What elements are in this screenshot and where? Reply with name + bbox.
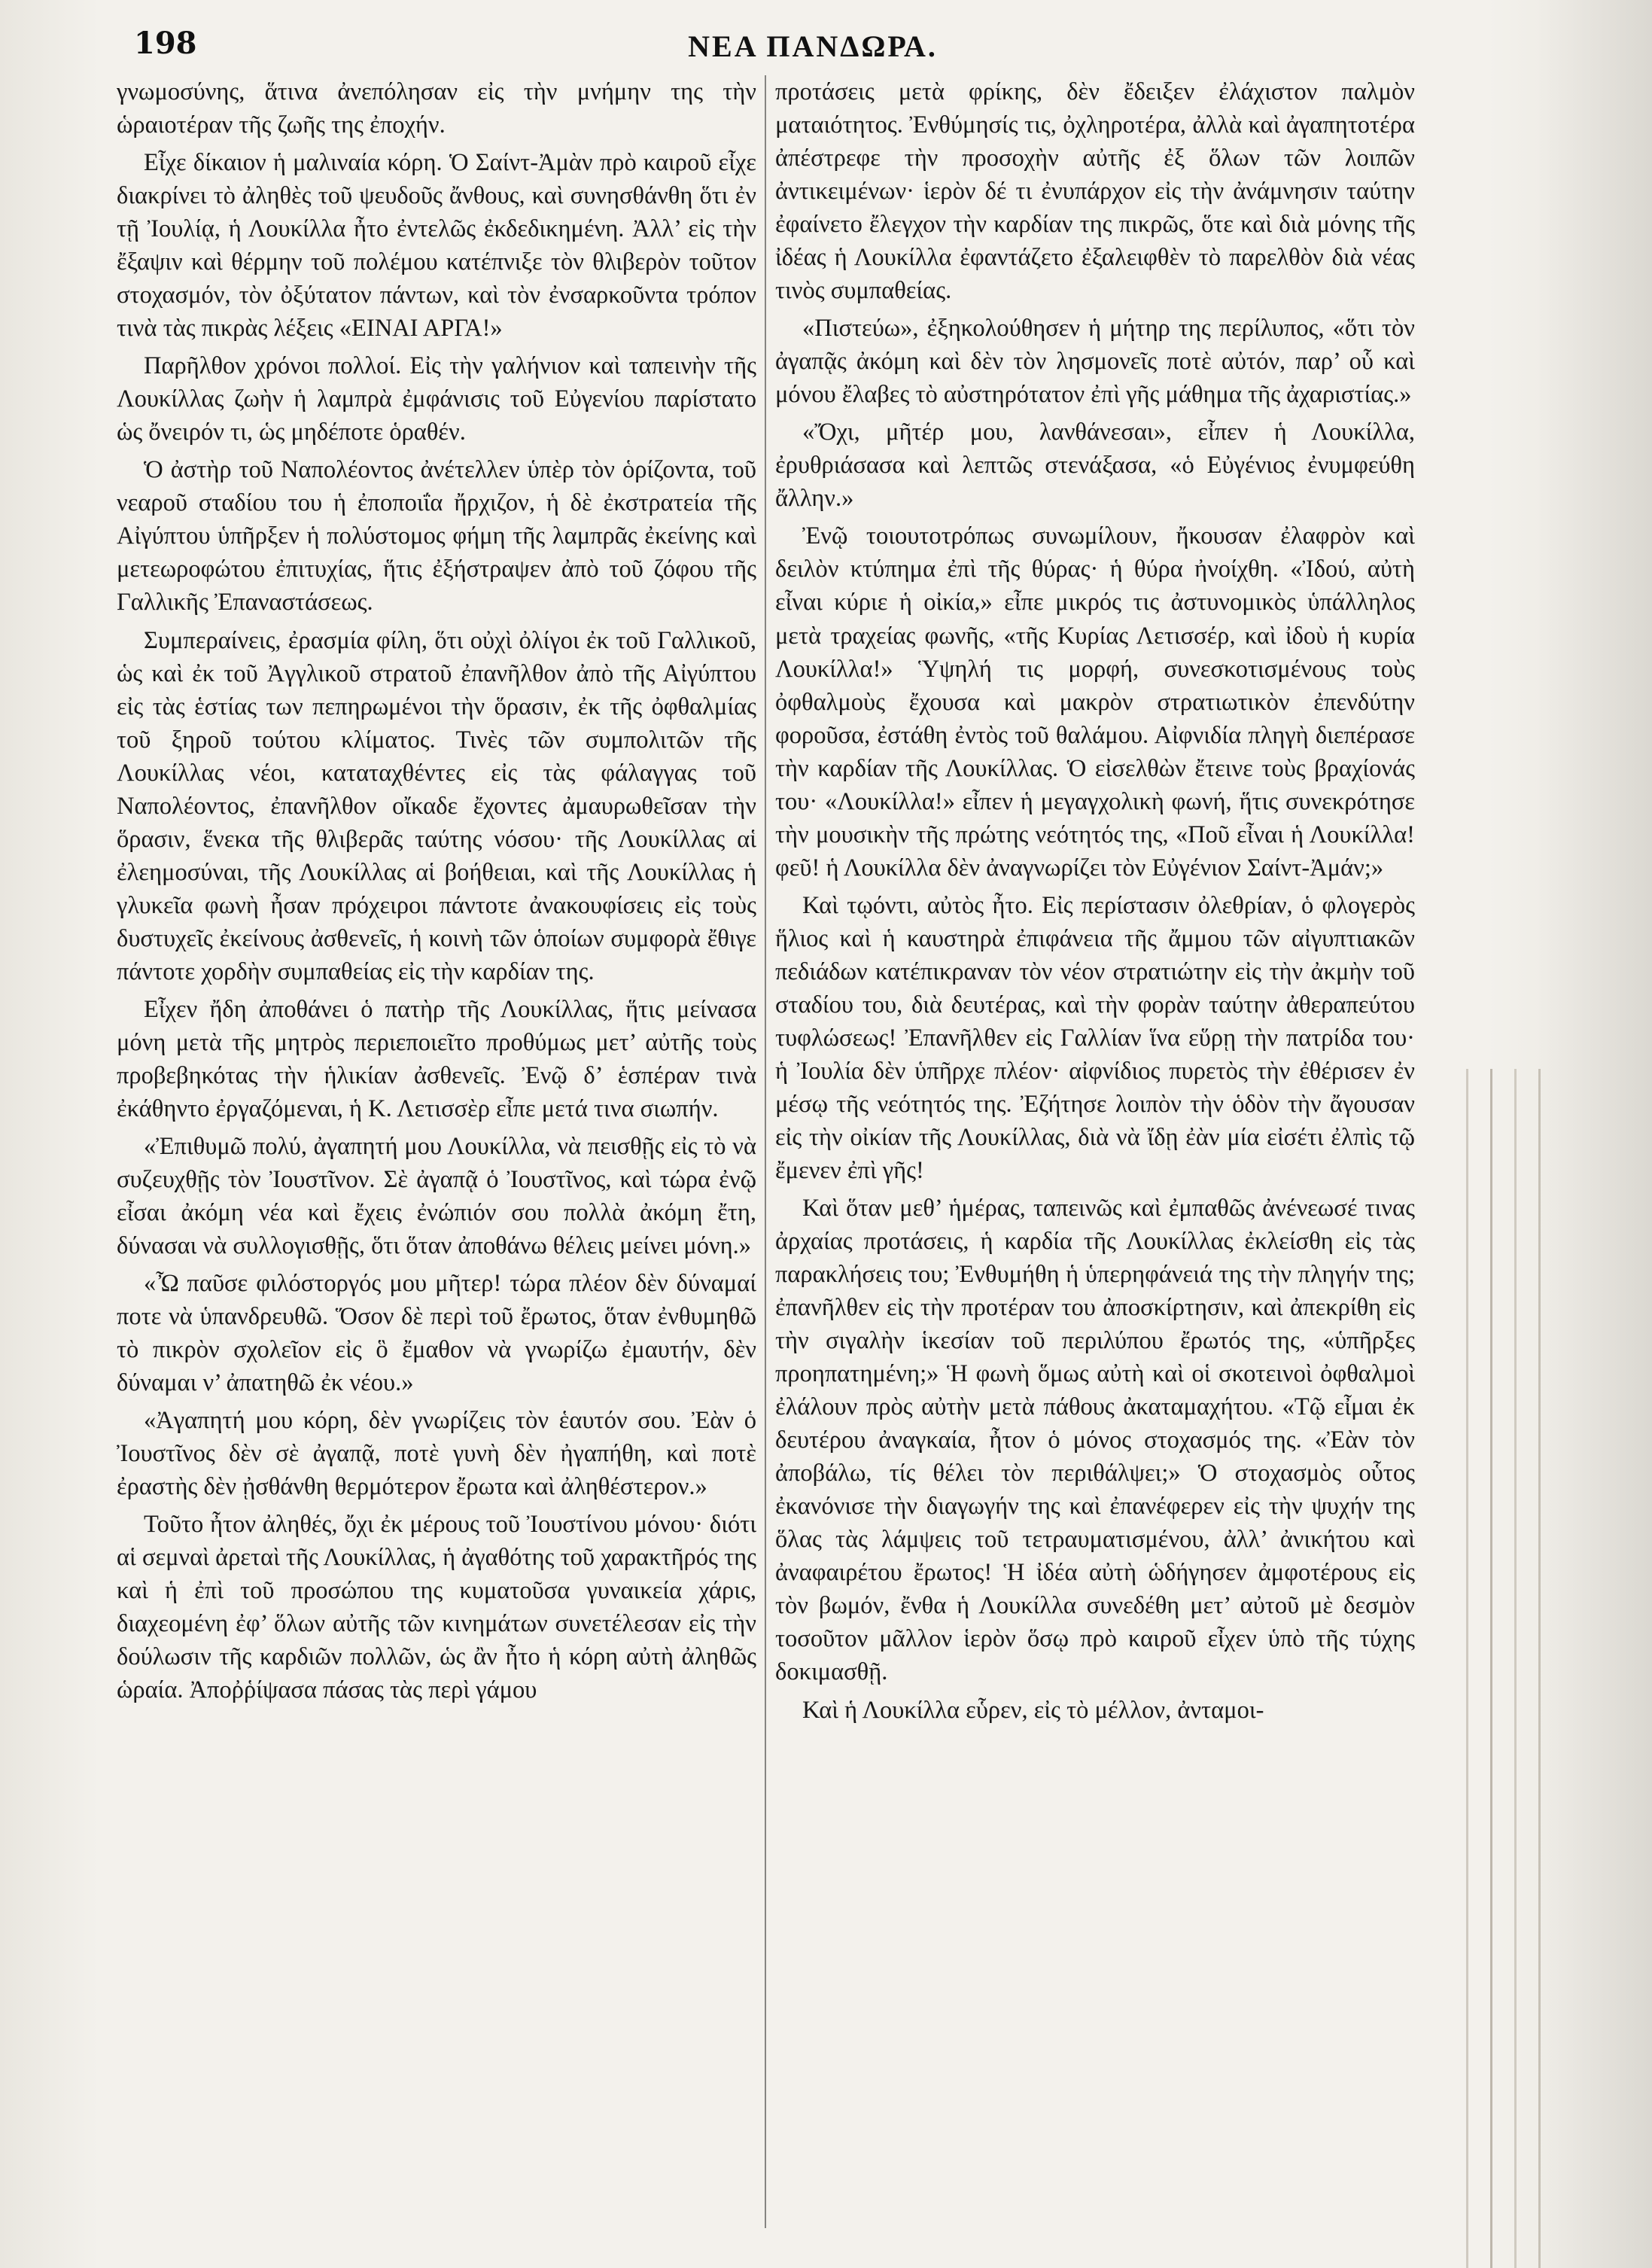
- paragraph: προτάσεις μετὰ φρίκης, δὲν ἔδειξεν ἐλάχιστον παλμὸν ματαιότητος. Ἐνθύμησίς τις, ὀχληροτέρα, ἀλλὰ καὶ ἀγαπητοτέρα ἀπέστρεφε τὴν προσοχὴν αὐτῆς ἐξ ὅλων τῶν λοιπῶν ἀντικειμένων· ἱερὸν δέ τι ἐνυπάρχον εἰς τὴν ἀνάμνησιν ταύτην ἐφαίνετο ἔλεγχον τὴν καρδίαν της πικρῶς, ὅτε καὶ διὰ μόνης τῆς ἰδέας ἡ Λουκίλλα ἐφαντάζετο ἐξαλειφθὲν τὸ παρελθὸν διὰ νέας τινὸς συμπαθείας.: [775, 78, 1415, 305]
- paragraph: Συμπεραίνεις, ἐρασμία φίλη, ὅτι οὐχὶ ὀλίγοι ἐκ τοῦ Γαλλικοῦ, ὡς καὶ ἐκ τοῦ Ἀγγλικοῦ στρατοῦ ἐπανῆλθον ἀπὸ τῆς Αἰγύπτου εἰς τὰς ἑστίας των πεπηρωμένοι τὴν ὅρασιν, ἐκ τῆς ὀφθαλμίας τοῦ ξηροῦ τούτου κλίματος. Τινὲς τῶν συμπολιτῶν τῆς Λουκίλλας νέοι, καταταχθέντες εἰς τὰς φάλαγγας τοῦ Ναπολέοντος, ἐπανῆλθον οἴκαδε ἔχοντες ἀμαυρωθεῖσαν τὴν ὅρασιν, ἕνεκα τῆς θλιβερᾶς ταύτης νόσου· τῆς Λουκίλλας αἱ ἐλεημοσύναι, τῆς Λουκίλλας αἱ βοήθειαι, καὶ τῆς Λουκίλλας ἡ γλυκεῖα φωνὴ ἦσαν πρόχειροι πάντοτε ἀνακουφίσεις εἰς τοὺς δυστυχεῖς ἐκείνους ἀσθενεῖς, ἡ κοινὴ τῶν ὁποίων συμφορὰ ἔθιγε πάντοτε χορδὴν συμπαθείας εἰς τὴν καρδίαν της.: [117, 626, 756, 985]
- paragraph: Εἶχεν ἤδη ἀποθάνει ὁ πατὴρ τῆς Λουκίλλας, ἥτις μείνασα μόνη μετὰ τῆς μητρὸς περιεποιεῖτο προθύμως μετ’ αὐτῆς τοὺς προβεβηκότας τὴν ἡλικίαν ἀσθενεῖς. Ἐνῷ δ’ ἑσπέραν τινὰ ἐκάθηντο ἐργαζόμεναι, ἡ Κ. Λετισσὲρ εἶπε μετά τινα σιωπήν.: [117, 995, 756, 1122]
- paragraph: «Πιστεύω», ἐξηκολούθησεν ἡ μήτηρ της περίλυπος, «ὅτι τὸν ἀγαπᾷς ἀκόμη καὶ δὲν τὸν λησμονεῖς ποτὲ αὐτόν, παρ’ οὗ καὶ μόνου ἔλαβες τὸ αὐστηρότατον ἐπὶ γῆς μάθημα τῆς ἀχαριστίας.»: [775, 315, 1415, 409]
- paragraph: «Ἀγαπητή μου κόρη, δὲν γνωρίζεις τὸν ἑαυτόν σου. Ἐὰν ὁ Ἰουστῖνος δὲν σὲ ἀγαπᾷ, ποτὲ γυνὴ δὲν ἠγαπήθη, καὶ ποτὲ ἐραστὴς δὲν ᾐσθάνθη θερμότερον ἔρωτα καὶ ἀληθέστερον.»: [117, 1407, 756, 1501]
- paragraph: Καὶ ὅταν μεθ’ ἡμέρας, ταπεινῶς καὶ ἐμπαθῶς ἀνένεωσέ τινας ἀρχαίας προτάσεις, ἡ καρδία τῆς Λουκίλλας ἐκλείσθη εἰς τὰς παρακλήσεις του; Ἐνθυμήθη ἡ ὑπερηφάνειά της τὴν πληγήν της; ἐπανῆλθεν εἰς τὴν προτέραν του ἀποσκίρτησιν, καὶ ἀπεκρίθη εἰς τὴν σιγαλὴν ἱκεσίαν τοῦ περιλύπου ἔρωτός της, «ὑπῆρξες προηπατημένη;» Ἡ φωνὴ ὅμως αὐτὴ καὶ οἱ σκοτεινοὶ ὀφθαλμοὶ ἐλάλουν πρὸς αὐτὴν μετὰ πάθους ἀκαταμαχήτου. «Τῷ εἶμαι ἐκ δευτέρου ἀναγκαία, ἦτον ὁ μόνος στοχασμός της. «Ἐὰν τὸν ἀποβάλω, τίς θέλει τὸν περιθάλψει;» Ὁ στοχασμὸς οὗτος ἐκανόνισε τὴν διαγωγήν της καὶ ἐπανέφερεν εἰς τὴν ψυχήν της ὅλας τὰς λάμψεις τοῦ τετραυματισμένου, ἀλλ’ ἀνικήτου καὶ ἀναφαιρέτου ἔρωτος! Ἡ ἰδέα αὐτὴ ὡδήγησεν ἀμφοτέρους εἰς τὸν βωμόν, ἔνθα ἡ Λουκίλλα συνεδέθη μετ’ αὐτοῦ μὲ δεσμὸν τοσοῦτον μᾶλλον ἱερὸν ὅσῳ πρὸ καιροῦ εἶχεν ὑπὸ τῆς τύχης δοκιμασθῇ.: [775, 1195, 1415, 1686]
- paragraph: «Ὄχι, μῆτέρ μου, λανθάνεσαι», εἶπεν ἡ Λουκίλλα, ἐρυθριάσασα καὶ λεπτῶς στενάξασα, «ὁ Εὐγένιος ἐνυμφεύθη ἄλλην.»: [775, 419, 1415, 513]
- right-column: [775, 75, 1415, 2236]
- page-header: [113, 21, 1513, 74]
- page-number: 198: [134, 26, 197, 61]
- running-title: ΝΕΑ ΠΑΝΔΩΡΑ.: [688, 29, 938, 63]
- binding-thread: [1490, 1069, 1492, 2268]
- paragraph: «Ὦ παῦσε φιλόστοργός μου μῆτερ! τώρα πλέον δὲν δύναμαί ποτε νὰ ὑπανδρευθῶ. Ὅσον δὲ περὶ τοῦ ἔρωτος, ὅταν ἐνθυμηθῶ τὸ πικρὸν σχολεῖον εἰς ὃ ἔμαθον νὰ γνωρίζω ἐμαυτήν, δὲν δύναμαι ν’ ἀπατηθῶ ἐκ νέου.»: [117, 1270, 756, 1397]
- paragraph: Καὶ ἡ Λουκίλλα εὗρεν, εἰς τὸ μέλλον, ἀνταμοι-: [802, 1696, 1264, 1724]
- left-column: [117, 75, 756, 2236]
- binding-thread: [1514, 1069, 1517, 2268]
- paragraph: Ἐνῷ τοιουτοτρόπως συνωμίλουν, ἤκουσαν ἐλαφρὸν καὶ δειλὸν κτύπημα ἐπὶ τῆς θύρας· ἡ θύρα ἠνοίχθη. «Ἰδού, αὐτὴ εἶναι κύριε ἡ οἰκία,» εἶπε μικρός τις ἀστυνομικὸς ὑπάλληλος μετὰ τραχείας φωνῆς, «τῆς Κυρίας Λετισσέρ, καὶ ἰδοὺ ἡ κυρία Λουκίλλα!» Ὑψηλή τις μορφή, συνεσκοτισμένους τοὺς ὀφθαλμοὺς ἔχουσα καὶ μακρὸν στρατιωτικὸν ἐπενδύτην φοροῦσα, ἐστάθη ἐντὸς τοῦ θαλάμου. Αἰφνιδία πληγὴ διεπέρασε τὴν καρδίαν τῆς Λουκίλλας. Ὁ εἰσελθὼν ἔτεινε τοὺς βραχίονάς του· «Λουκίλλα!» εἶπεν ἡ μεγαγχολικὴ φωνή, ἥτις συνεκρότησε τὴν μουσικὴν τῆς πρώτης νεότητός της, «Ποῦ εἶναι ἡ Λουκίλλα! φεῦ! ἡ Λουκίλλα δὲν ἀναγνωρίζει τὸν Εὐγένιον Σαίντ-Ἀμάν;»: [775, 522, 1415, 881]
- paragraph: Παρῆλθον χρόνοι πολλοί. Εἰς τὴν γαλήνιον καὶ ταπεινὴν τῆς Λουκίλλας ζωὴν ἡ λαμπρὰ ἐμφάνισις τοῦ Εὐγενίου παρίστατο ὡς ὄνειρόν τι, ὡς μηδέποτε ὁραθέν.: [117, 352, 756, 446]
- page-edge-shadow: [1535, 0, 1652, 2268]
- paragraph: Τοῦτο ἦτον ἀληθές, ὄχι ἐκ μέρους τοῦ Ἰουστίνου μόνου· διότι αἱ σεμναὶ ἀρεταὶ τῆς Λουκίλλας, ἡ ἀγαθότης τοῦ χαρακτῆρός της καὶ ἡ ἐπὶ τοῦ προσώπου της κυματοῦσα γυναικεία χάρις, διαχεομένη ἐφ’ ὅλων αὐτῆς τῶν κινημάτων συνετέλεσαν εἰς τὴν δούλωσιν τῆς καρδιῶν πολλῶν, ὡς ἂν ἦτο ἡ κόρη αὐτὴ ἀληθῶς ὡραία. Ἀποῤῥίψασα πάσας τὰς περὶ γάμου: [117, 1511, 756, 1704]
- paragraph: Εἶχε δίκαιον ἡ μαλιναία κόρη. Ὁ Σαίντ-Ἀμὰν πρὸ καιροῦ εἶχε διακρίνει τὸ ἀληθὲς τοῦ ψευδοῦς ἄνθους, καὶ συνησθάνθη ὅτι ἐν τῇ Ἰουλίᾳ, ἡ Λουκίλλα ἦτο ἐντελῶς ἐκδεδικημένη. Ἀλλ’ εἰς τὴν ἔξαψιν καὶ θέρμην τοῦ πολέμου κατέπνιξε τὸν θλιβερὸν τοῦτον στοχασμόν, τὸν ὀξύτατον πάντων, καὶ τὸν ἐνσαρκοῦντα τρόπον τινὰ τὰς πικρὰς λέξεις «ΕΙΝΑΙ ΑΡΓΑ!»: [117, 149, 756, 342]
- paragraph: Καὶ τῳόντι, αὐτὸς ἦτο. Εἰς περίστασιν ὀλεθρίαν, ὁ φλογερὸς ἥλιος καὶ ἡ καυστηρὰ ἐπιφάνεια τῆς ἄμμου τῶν αἰγυπτιακῶν πεδιάδων κατέπικραναν τὸν νέον στρατιώτην εἰς τὴν ἀκμὴν τοῦ σταδίου του, διὰ δευτέρας, καὶ τὴν φορὰν ταύτην ἀθεραπεύτου τυφλώσεως! Ἐπανῆλθεν εἰς Γαλλίαν ἵνα εὕρῃ τὴν πατρίδα του· ἡ Ἰουλία δὲν ὑπῆρχε πλέον· αἰφνίδιος πυρετὸς τὴν ἐθέρισεν ἐν μέσῳ τῆς νεότητός της. Ἐζήτησε λοιπὸν τὴν ὁδὸν τὴν ἄγουσαν εἰς τὴν οἰκίαν τῆς Λουκίλλας, διὰ νὰ ἴδῃ ἐὰν μία εἰσέτι ἐλπὶς τῷ ἔμενεν ἐπὶ γῆς!: [775, 891, 1415, 1184]
- paragraph: Ὁ ἀστὴρ τοῦ Ναπολέοντος ἀνέτελλεν ὑπὲρ τὸν ὁρίζοντα, τοῦ νεαροῦ σταδίου του ἡ ἐποποιΐα ἤρχιζον, ἡ δὲ ἐκστρατεία τῆς Αἰγύπτου ὑπῆρξεν ἡ πολύστομος φήμη τῆς λαμπρᾶς ἐκείνης καὶ μετεωροφώτου ἐπιτυχίας, ἥτις ἐξήστραψεν ἀπὸ τοῦ ζόφου τῆς Γαλλικῆς Ἐπαναστάσεως.: [117, 456, 756, 616]
- paragraph: «Ἐπιθυμῶ πολύ, ἀγαπητή μου Λουκίλλα, νὰ πεισθῇς εἰς τὸ νὰ συζευχθῇς τὸν Ἰουστῖνον. Σὲ ἀγαπᾷ ὁ Ἰουστῖνος, καὶ τώρα ἐνῷ εἶσαι ἀκόμη νέα καὶ ἔχεις ἐνώπιόν σου πολλὰ ἀκόμη ἔτη, δύνασαι νὰ συλλογισθῇς, ὅτι ὅταν ἀποθάνω θέλεις μείνει μόνη.»: [117, 1132, 756, 1260]
- column-divider: [765, 75, 766, 2228]
- paragraph: γνωμοσύνης, ἅτινα ἀνεπόλησαν εἰς τὴν μνήμην της τὴν ὡραιοτέραν τῆς ζωῆς της ἐποχήν.: [117, 78, 756, 139]
- binding-thread: [1466, 1069, 1468, 2268]
